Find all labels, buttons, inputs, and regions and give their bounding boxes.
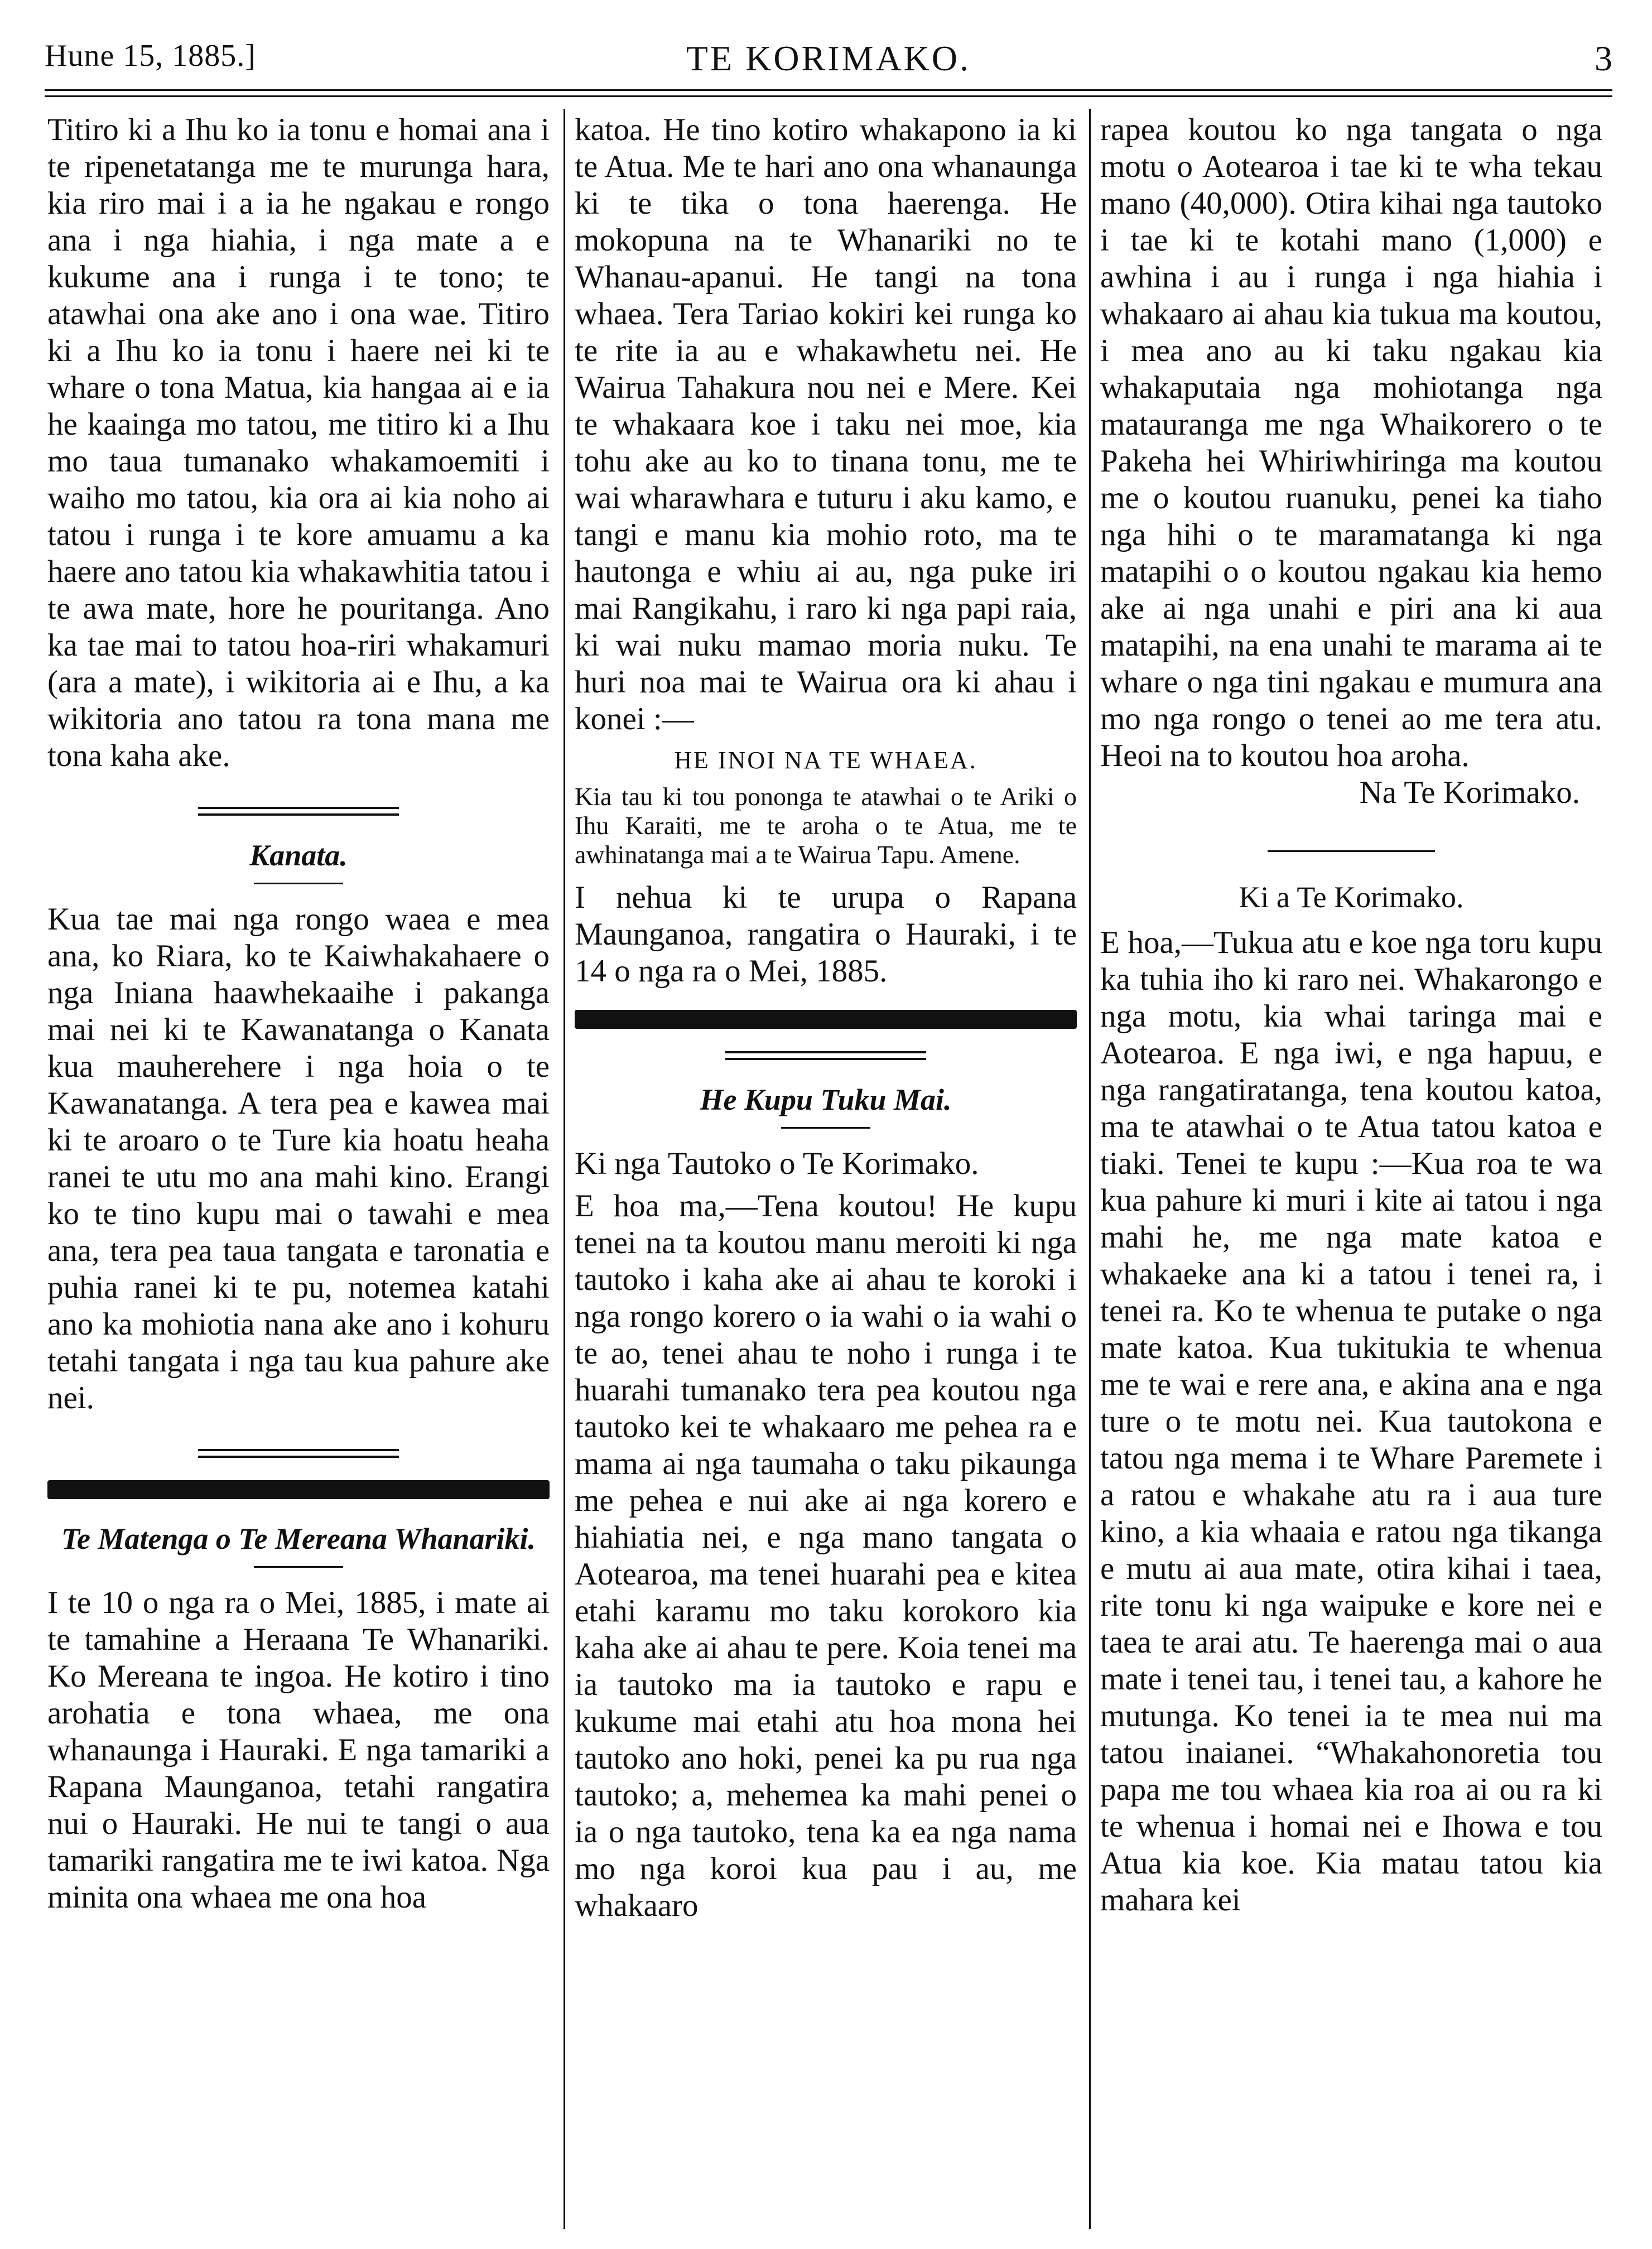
burial-note: I nehua ki te urupa o Rapana Maunganoa, rangatira o Hauraki, i te 14 o nga ra o Mei, 1885. bbox=[575, 880, 1077, 989]
article-paragraph: Titiro ki a Ihu ko ia tonu e homai ana i te ripenetatanga me te murunga hara, kia riro mai i a ia he ngakau e rongo ana i nga hiahia, i nga mate a e kukume ana i runga i te tono; te atawhai ona ake ano i ona wae. Titiro ki a Ihu ko ia tonu i haere nei ki te whare o tona Matua, kia hangaa ai e ia he kaainga mo tatou, me titiro ki a Ihu mo taua tumanako whakamoemiti i waiho mo tatou, kia ora ai kia noho ai tatou i runga i te kore amuamu a ka haere ano tatou kia whakawhitia tatou i te awa mate, hore he pouritanga. Ano ka tae mai to tatou hoa-riri whakamuri (ara a mate), i wikitoria ai e Ihu, a ka wikitoria ano tatou ra tona mana me tona kaha ake. bbox=[47, 112, 550, 773]
kupu-heading: He Kupu Tuku Mai. bbox=[700, 1083, 952, 1116]
article-paragraph: katoa. He tino kotiro whakapono ia ki te Atua. Me te hari ano ona whanaunga ki te tika o tona haerenga. He mokopuna na te Whanariki no te Whanau-apanui. He tangi na tona whaea. Tera Tariao kokiri kei runga ko te rite ia au e whakawhetu nei. He Wairua Tahakura nou nei e Mere. Kei te whakaara koe i taku nei moe, kia tohu ake au ko to tinana tonu, me te wai wharawhara e tuturu i aku kamo, e tangi e manu kia mohio roto, ma te hautonga e whiu ai au, nga puke iri mai Rangikahu, i raro ki nga papi raia, ki wai nuku mamao moria nuku. Te huri noa mai te Wairua ora ki ahau i konei :— bbox=[575, 112, 1077, 736]
issue-date: Hune 15, 1885.] bbox=[45, 38, 256, 73]
mourning-bar bbox=[47, 1480, 550, 1499]
column-1 bbox=[47, 112, 550, 2226]
prayer-heading: HE INOI NA TE WHAEA. bbox=[674, 747, 977, 774]
kanata-heading: Kanata. bbox=[249, 839, 348, 872]
section-divider bbox=[198, 807, 399, 816]
letter-body: E hoa,—Tukua atu e koe nga toru kupu ka tuhia iho ki raro nei. Whakarongo e nga motu, kia whai taringa mai e Aotearoa. E nga iwi, e nga hapuu, e nga rangatiratanga, tena koutou katoa, ma te atawhai o te Atua tatou katoa e tiaki. Tenei te kupu :—Kua roa te wa kua pahure ki muri i kite ai tatou i nga mahi he, me nga mate katoa e whakaeke ana ki a tatou i tenei ra, i tenei ra. Ko te whenua te putake o nga mate katoa. Kua tukitukia te whenua me te wai e rere ana, e akina ana e nga ture o te motu nei. Kua tautokona e tatou nga mema i te Whare Paremete i a ratou e whakahe atu ra i aua ture kino, a kia whaaia e ratou nga tikanga e mutu ai aua mate, otira kihai i taea, rite tonu ki nga waipuke e kore nei e taea te arai atu. Te haerenga mai o aua mate i tenei tau, i tenei tau, a kahore he mutunga. Ko tenei ia te mea nui ma tatou inaianei. “Whakahonoretia tou papa me tou whaea kia roa ai ou ra ki te whenua i homai nei e Ihowa e tou Atua kia koe. Kia matau tatou kia mahara kei bbox=[1100, 925, 1602, 1918]
prayer-text: Kia tau ki tou pononga te atawhai o te Ariki o Ihu Karaiti, me te aroha o te Atua, me te awhinatanga mai a te Wairua Tapu. Amene. bbox=[575, 782, 1077, 869]
column-divider bbox=[1089, 109, 1091, 2229]
kupu-addressee: Ki nga Tautoko o Te Korimako. bbox=[575, 1146, 979, 1181]
heading-rule bbox=[254, 883, 343, 884]
column-2 bbox=[575, 112, 1077, 2226]
kupu-letter: E hoa ma,—Tena koutou! He kupu tenei na ta koutou manu meroiti ki nga tautoko i kaha ake ai ahau te koroki i nga rongo korero o ia wahi o ia wahi o te ao, tenei ahau te noho i runga i te huarahi tumanako tera pea koutou nga tautoko kei te whakaaro me pehea ra e mama ai nga taumaha o taku pikaunga me pehea e nui ake ai nga korero e hiahiatia nei, e nga mano tangata o Aotearoa, ma tenei huarahi pea e kitea etahi karamu mo taku korokoro kia kaha ake ai ahau te pere. Koia tenei ma ia tautoko ma ia tautoko e rapu e kukume mai etahi atu hoa mona hei tautoko ano hoki, penei ka pu rua nga tautoko; a, mehemea ka mahi penei o ia o nga tautoko, tena ka ea nga nama mo nga koroi kua pau i au, me whakaaro bbox=[575, 1188, 1077, 1923]
heading-rule bbox=[781, 1127, 870, 1129]
matenga-heading: Te Matenga o Te Mereana Whanariki. bbox=[61, 1522, 536, 1555]
heading-rule bbox=[254, 1566, 343, 1568]
newspaper-title: TE KORIMAKO. bbox=[686, 38, 971, 78]
mourning-bar bbox=[575, 1010, 1077, 1029]
column-divider bbox=[563, 109, 565, 2229]
page-header bbox=[45, 38, 1612, 88]
column-3 bbox=[1100, 112, 1602, 2226]
letter-signature: Na Te Korimako. bbox=[1359, 775, 1580, 810]
section-divider bbox=[725, 1051, 926, 1060]
letter-heading: Ki a Te Korimako. bbox=[1239, 880, 1464, 914]
matenga-article: I te 10 o nga ra o Mei, 1885, i mate ai te tamahine a Heraana Te Whanariki. Ko Mereana te ingoa. He kotiro i tino arohatia e tona whaea, me ona whanaunga i Hauraki. E nga tamariki a Rapana Maunganoa, tetahi rangatira nui o Hauraki. He nui te tangi o aua tamariki rangatira me te iwi katoa. Nga minita ona whaea me ona hoa bbox=[47, 1585, 550, 1915]
page-number: 3 bbox=[1595, 38, 1612, 78]
section-divider bbox=[1268, 850, 1435, 852]
header-rule bbox=[45, 89, 1612, 97]
section-divider bbox=[198, 1449, 399, 1458]
article-paragraph: rapea koutou ko nga tangata o nga motu o Aotearoa i tae ki te wha tekau mano (40,000). Otira kihai nga tautoko i tae ki te kotahi mano (1,000) e awhina i au i runga i nga hiahia i whakaaro ai ahau kia tukua ma koutou, i mea ano au ki taku ngakau kia whakaputaia nga mohiotanga nga matauranga me nga Whaikorero o te Pakeha hei Whiriwhiringa ma koutou me o koutou ruanuku, penei ka tiaho nga hihi o te maramatanga ki nga matapihi o o koutou ngakau kia hemo ake ai nga unahi e piri ana ki aua matapihi, na ena unahi te marama ai te whare o nga tini ngakau e mumura ana mo nga rongo o tenei ao me tera atu. Heoi na to koutou hoa aroha. bbox=[1100, 112, 1602, 773]
kanata-article: Kua tae mai nga rongo waea e mea ana, ko Riara, ko te Kaiwhakahaere o nga Iniana haawhekaaihe i pakanga mai nei ki te Kawanatanga o Kanata kua mauherehere i nga hoia o te Kawanatanga. A tera pea e kawea mai ki te aroaro o te Ture kia hoatu heaha ranei te utu mo ana mahi kino. Erangi ko te tino kupu mai o tawahi e mea ana, tera pea taua tangata e taronatia e puhia ranei ki te pu, notemea katahi ano ka mohiotia nana ake ano i kohuru tetahi tangata i nga tau kua pahure ake nei. bbox=[47, 902, 550, 1415]
